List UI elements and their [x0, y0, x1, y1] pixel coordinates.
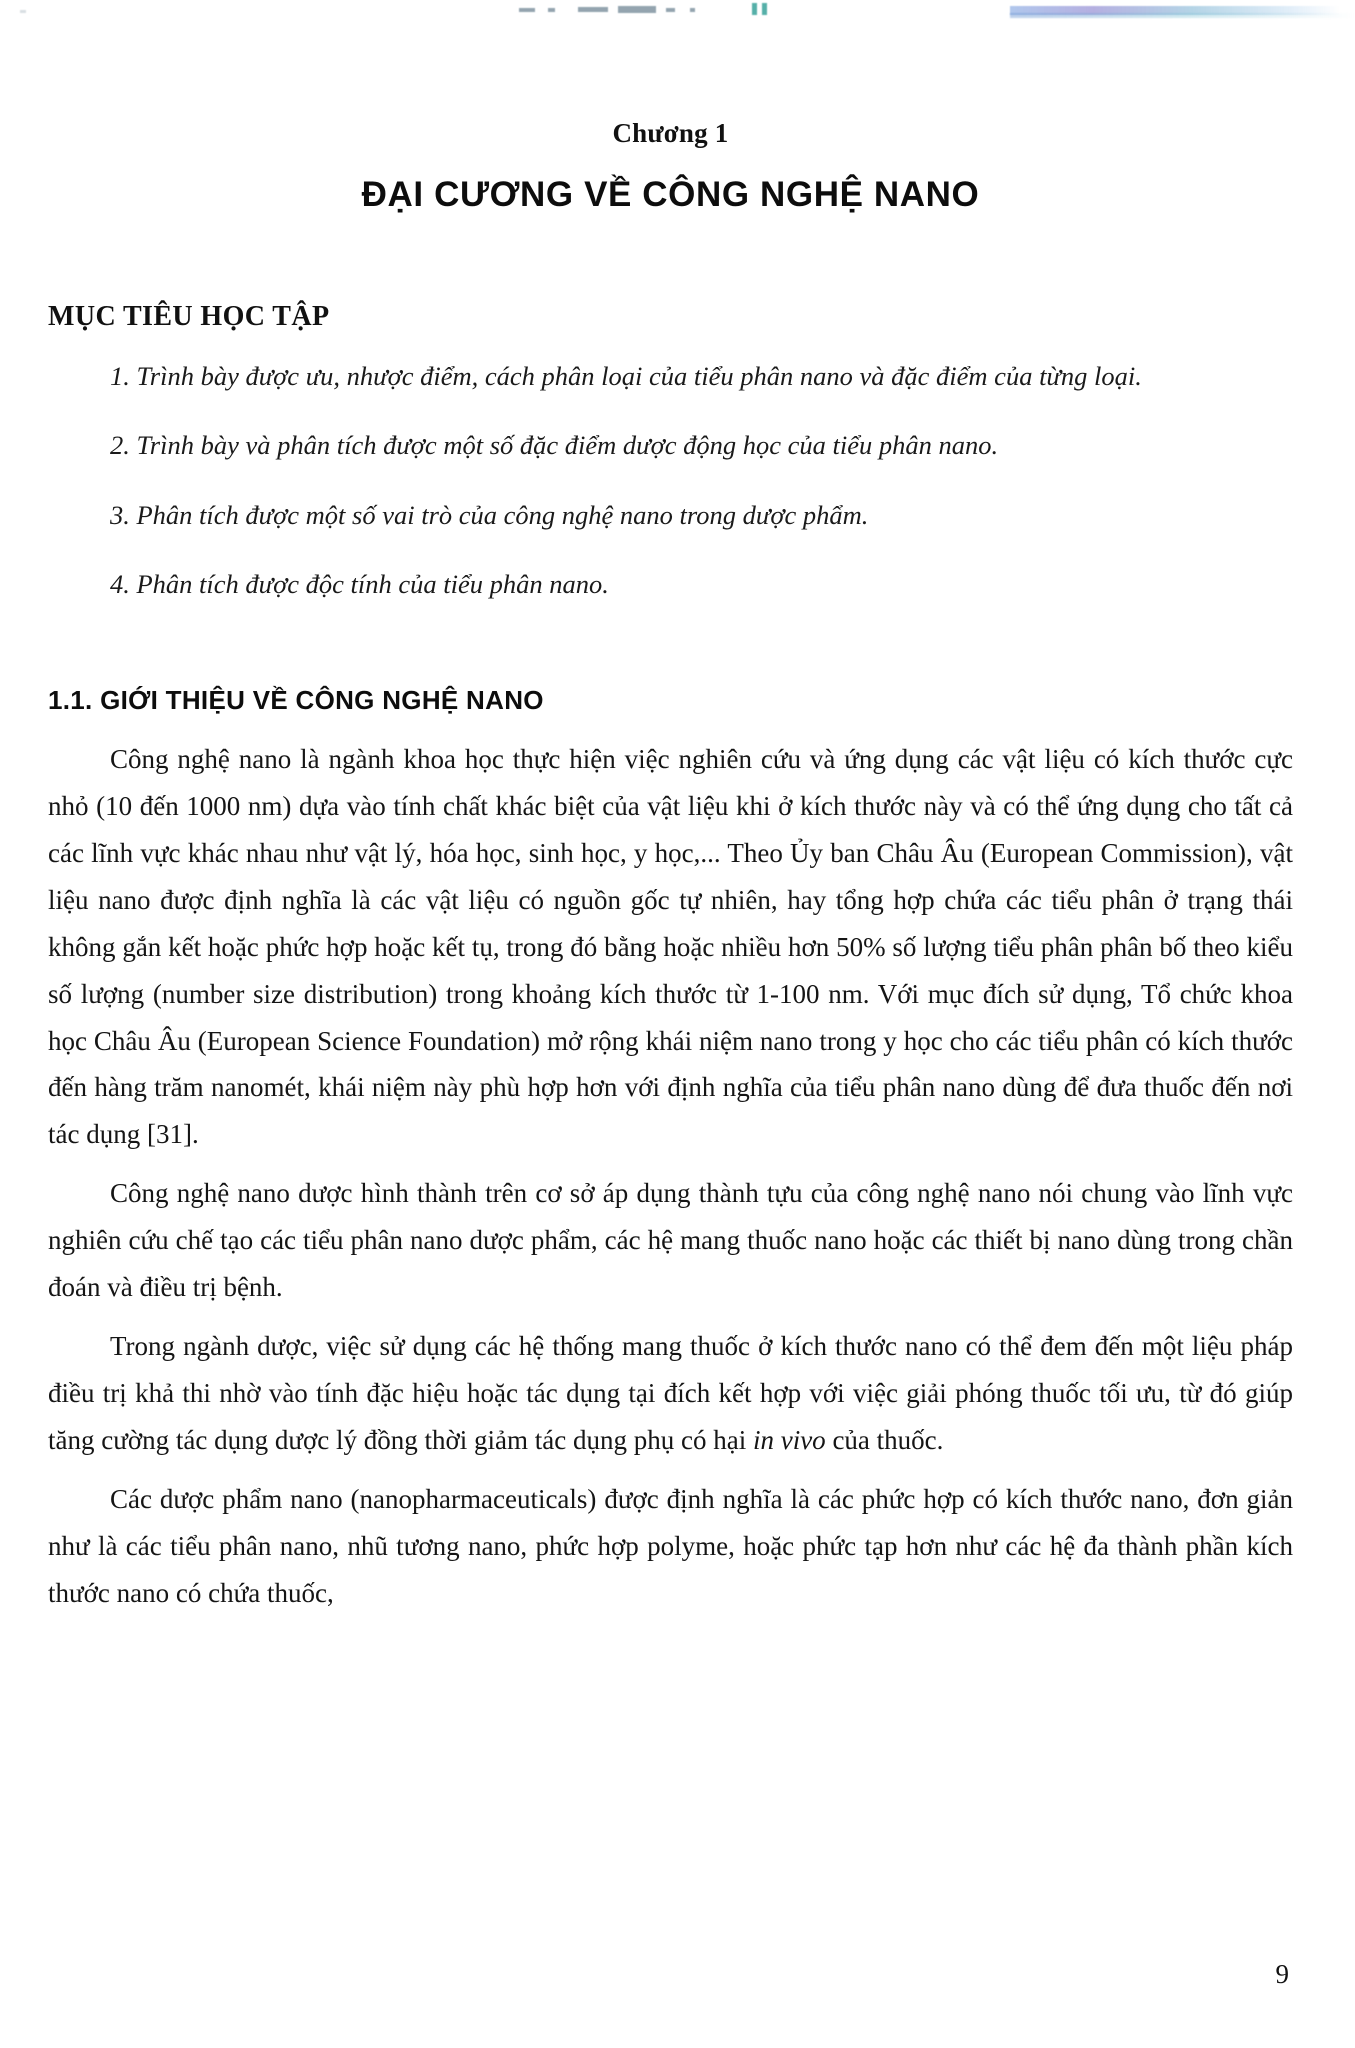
body-paragraph	[48, 1323, 1293, 1464]
body-paragraph: Công nghệ nano dược hình thành trên cơ sở áp dụng thành tựu của công nghệ nano nói chung vào lĩnh vực nghiên cứu chế tạo các tiểu phân nano dược phẩm, các hệ mang thuốc nano hoặc các thiết bị nano dùng trong chần đoán và điều trị bệnh.	[48, 1178, 1293, 1303]
latin-term-in-vivo: in vivo	[752, 1425, 826, 1456]
chapter-title: ĐẠI CƯƠNG VỀ CÔNG NGHỆ NANO	[361, 175, 980, 214]
learning-objectives-heading: MỤC TIÊU HỌC TẬP	[48, 301, 330, 332]
learning-objective-item: 1. Trình bày được ưu, nhược điểm, cách phân loại của tiểu phân nano và đặc điểm của từng loại.	[110, 361, 1142, 391]
page-number: 9	[1275, 1959, 1289, 1989]
body-paragraph: Các dược phẩm nano (nanopharmaceuticals) được định nghĩa là các phức hợp có kích thước nano, đơn giản như là các tiểu phân nano, nhũ tương nano, phức hợp polyme, hoặc phức tạp hơn như các hệ đa thành phần kích thước nano có chứa thuốc,	[48, 1484, 1293, 1609]
paragraph-text-segment: của thuốc.	[825, 1425, 944, 1456]
body-paragraph: Công nghệ nano là ngành khoa học thực hiện việc nghiên cứu và ứng dụng các vật liệu có kích thước cực nhỏ (10 đến 1000 nm) dựa vào tính chất khác biệt của vật liệu khi ở kích thước này và có thể ứng dụng cho tất cả các lĩnh vực khác nhau như vật lý, hóa học, sinh học, y học,... Theo Ủy ban Châu Âu (European Commission), vật liệu nano được định nghĩa là các vật liệu có nguồn gốc tự nhiên, hay tổng hợp chứa các tiểu phân ở trạng thái không gắn kết hoặc phức hợp hoặc kết tụ, trong đó bằng hoặc nhiều hơn 50% số lượng tiểu phân phân bố theo kiểu số lượng (number size distribution) trong khoảng kích thước từ 1-100 nm. Với mục đích sử dụng, Tổ chức khoa học Châu Âu (European Science Foundation) mở rộng khái niệm nano trong y học cho các tiểu phân có kích thước đến hàng trăm nanomét, khái niệm này phù hợp hơn với định nghĩa của tiểu phân nano dùng để đưa thuốc đến nơi tác dụng [31].	[48, 743, 1293, 1150]
learning-objective-item: 2. Trình bày và phân tích được một số đặc điểm dược động học của tiểu phân nano.	[110, 430, 999, 461]
section-heading-1-1: 1.1. GIỚI THIỆU VỀ CÔNG NGHỆ NANO	[48, 684, 544, 715]
chapter-label: Chương 1	[612, 118, 729, 148]
learning-objectives-list	[48, 355, 1293, 606]
section-body	[48, 716, 1293, 1617]
paragraph-text-segment: Trong ngành dược, việc sử dụng các hệ thống mang thuốc ở kích thước nano có thể đem đến một liệu pháp điều trị khả thi nhờ vào tính đặc hiệu hoặc tác dụng tại đích kết hợp với việc giải phóng thuốc tối ưu, từ đó giúp tăng cường tác dụng dược lý đồng thời giảm tác dụng phụ có hại	[48, 1331, 1293, 1456]
learning-objective-item: 3. Phân tích được một số vai trò của công nghệ nano trong dược phẩm.	[110, 499, 869, 530]
page-content-column	[48, 0, 1293, 1621]
learning-objective-item: 4. Phân tích được độc tính của tiểu phân nano.	[110, 569, 609, 600]
